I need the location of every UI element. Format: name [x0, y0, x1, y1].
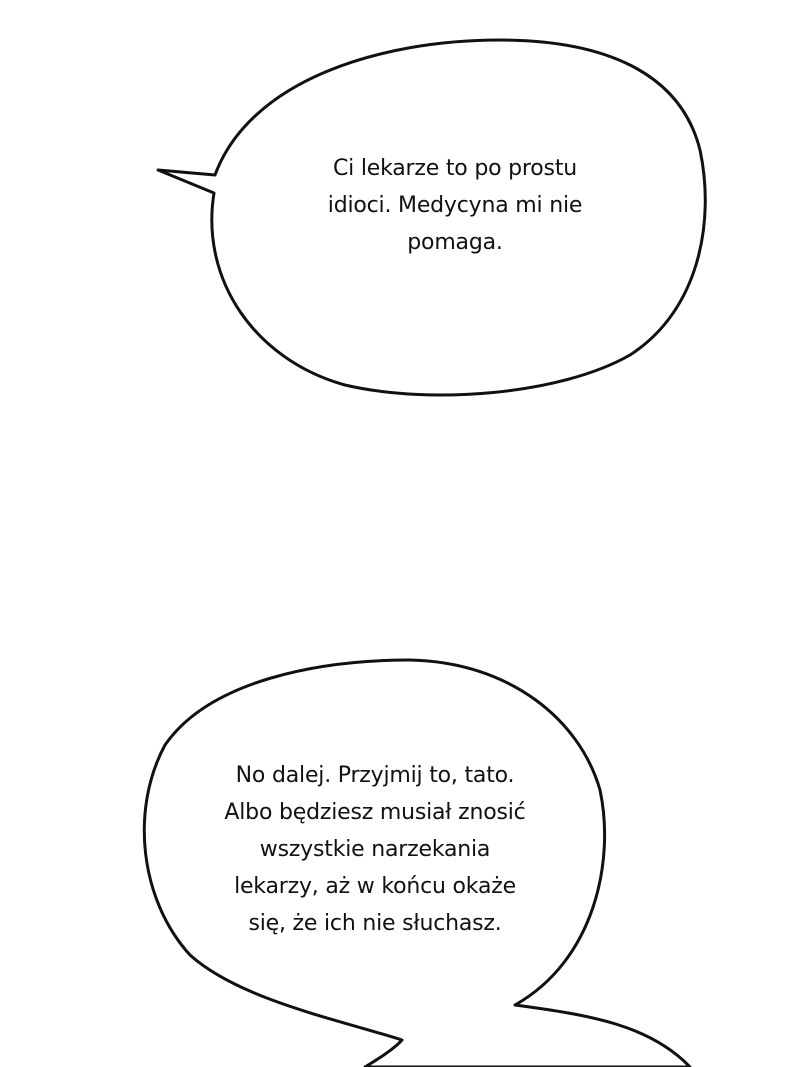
bubble-bottom-line: się, że ich nie słuchasz. [248, 911, 502, 936]
bubble-bottom-line: Albo będziesz musiał znosić [224, 800, 526, 825]
speech-bubble-bottom-text [160, 757, 590, 942]
bubble-bottom-line: lekarzy, aż w końcu okaże [234, 874, 516, 899]
speech-bubble-top-text [270, 150, 640, 261]
bubble-top-line: idioci. Medycyna mi nie [327, 193, 583, 218]
bubble-top-line: pomaga. [407, 230, 503, 255]
bubble-top-line: Ci lekarze to po prostu [333, 156, 577, 181]
bubble-bottom-line: wszystkie narzekania [259, 837, 491, 862]
bubble-bottom-line: No dalej. Przyjmij to, tato. [235, 763, 515, 788]
